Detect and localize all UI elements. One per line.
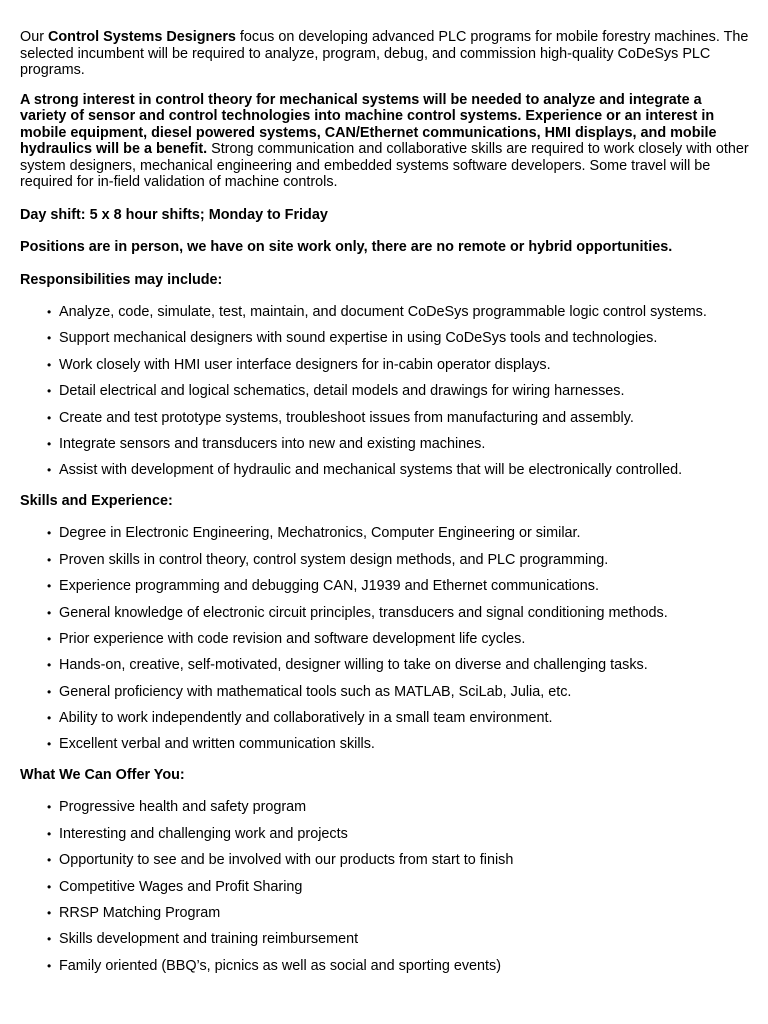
bullet-icon: • [47, 305, 52, 319]
list-item-text: Create and test prototype systems, troubleshoot issues from manufacturing and assembly. [59, 409, 634, 426]
shift-line: Day shift: 5 x 8 hour shifts; Monday to Friday [20, 206, 328, 223]
bullet-icon: • [47, 853, 52, 868]
list-item [47, 304, 750, 321]
list-item [47, 657, 750, 674]
list-item-text: Family oriented (BBQ’s, picnics as well as social and sporting events) [59, 957, 502, 974]
job-posting-document [20, 29, 750, 988]
list-item-text: Skills development and training reimbursement [59, 931, 359, 948]
list-item [47, 852, 750, 869]
bullet-icon: • [47, 384, 52, 399]
list-item-text: Assist with development of hydraulic and mechanical systems that will be electronically controlled. [59, 462, 683, 479]
bullet-icon: • [47, 800, 52, 815]
list-item [47, 525, 750, 542]
list-item [47, 552, 750, 569]
list-item [47, 410, 750, 427]
bullet-icon: • [47, 436, 52, 451]
bullet-icon: • [47, 579, 52, 594]
bullet-icon: • [47, 879, 52, 894]
bullet-icon: • [47, 605, 52, 620]
list-item [47, 631, 750, 648]
list-item-text: Competitive Wages and Profit Sharing [59, 878, 303, 895]
list-item-text: Work closely with HMI user interface designers for in-cabin operator displays. [59, 356, 551, 373]
list-item [47, 436, 750, 453]
bullet-icon: • [47, 737, 52, 752]
bullet-icon: • [47, 526, 52, 541]
intro-paragraph [20, 29, 750, 79]
list-item-text: Prior experience with code revision and software development life cycles. [59, 630, 526, 647]
list-item-text: Hands-on, creative, self-motivated, designer willing to take on diverse and challenging tasks. [59, 657, 648, 674]
list-item-text: Excellent verbal and written communication skills. [59, 736, 375, 753]
list-item-text: General proficiency with mathematical tools such as MATLAB, SciLab, Julia, etc. [59, 683, 572, 700]
list-item-text: Opportunity to see and be involved with our products from start to finish [59, 852, 514, 869]
list-item-text: Degree in Electronic Engineering, Mechatronics, Computer Engineering or similar. [59, 525, 581, 542]
offer-heading: What We Can Offer You: [20, 766, 185, 783]
list-item [47, 684, 750, 701]
bullet-icon: • [47, 658, 52, 673]
location-line: Positions are in person, we have on site work only, there are no remote or hybrid opportunities. [20, 239, 673, 255]
intro-rest: focus on developing advanced PLC programs for mobile forestry machines. The selected incumbent will be required to analyze, program, debug, and commission high-quality CoDeSys PLC programs. [20, 29, 749, 78]
skills-heading: Skills and Experience: [20, 492, 173, 509]
responsibilities-list [20, 304, 750, 479]
bullet-icon: • [47, 826, 52, 841]
list-item-text: RRSP Matching Program [59, 905, 221, 922]
list-item-text: Analyze, code, simulate, test, maintain, and document CoDeSys programmable logic control systems. [59, 304, 707, 320]
job-title-text: Control Systems Designers [48, 29, 236, 45]
list-item-text: Progressive health and safety program [59, 799, 307, 816]
bullet-icon: • [47, 410, 52, 425]
bullet-icon: • [47, 932, 52, 947]
list-item-text: Support mechanical designers with sound expertise in using CoDeSys tools and technologies. [59, 330, 658, 347]
bullet-icon: • [47, 357, 52, 372]
list-item [47, 383, 750, 400]
list-item [47, 826, 750, 843]
list-item-text: Interesting and challenging work and projects [59, 825, 348, 842]
list-item [47, 578, 750, 595]
requirements-bold-text: A strong interest in control theory for mechanical systems will be needed to analyze and integrate a variety of sensor and control technologies into machine control systems. Experience or an interest in mobile equipment, diesel powered systems, CAN/Ethernet communications, HMI displays, and mobile hydraulics will be a benefit. [20, 91, 717, 157]
requirements-paragraph [20, 92, 750, 191]
list-item [47, 799, 750, 816]
bullet-icon: • [47, 906, 52, 921]
list-item [47, 462, 750, 479]
list-item [47, 879, 750, 896]
list-item-text: Integrate sensors and transducers into new and existing machines. [59, 435, 486, 452]
offer-list [20, 799, 750, 974]
list-item [47, 958, 750, 975]
bullet-icon: • [47, 331, 52, 346]
bullet-icon: • [47, 684, 52, 699]
list-item [47, 905, 750, 922]
list-item-text: Ability to work independently and collaboratively in a small team environment. [59, 710, 553, 727]
bullet-icon: • [47, 711, 52, 726]
list-item [47, 736, 750, 753]
list-item-text: Experience programming and debugging CAN, J1939 and Ethernet communications. [59, 578, 599, 595]
responsibilities-heading: Responsibilities may include: [20, 271, 223, 288]
requirements-rest-text: Strong communication and collaborative skills are required to work closely with other system designers, mechanical engineering and embedded systems software developers. Some travel will be required for in-field validation of machine controls. [20, 141, 749, 190]
list-item [47, 605, 750, 622]
list-item-text: General knowledge of electronic circuit principles, transducers and signal conditioning methods. [59, 604, 668, 621]
skills-list [20, 525, 750, 753]
list-item-text: Detail electrical and logical schematics, detail models and drawings for wiring harnesses. [59, 383, 625, 400]
list-item [47, 357, 750, 374]
bullet-icon: • [47, 552, 52, 567]
list-item-text: Proven skills in control theory, control system design methods, and PLC programming. [59, 551, 609, 568]
list-item [47, 330, 750, 347]
bullet-icon: • [47, 631, 52, 646]
bullet-icon: • [47, 463, 52, 478]
bullet-icon: • [47, 958, 52, 973]
list-item [47, 931, 750, 948]
intro-lead: Our [20, 29, 48, 45]
list-item [47, 710, 750, 727]
